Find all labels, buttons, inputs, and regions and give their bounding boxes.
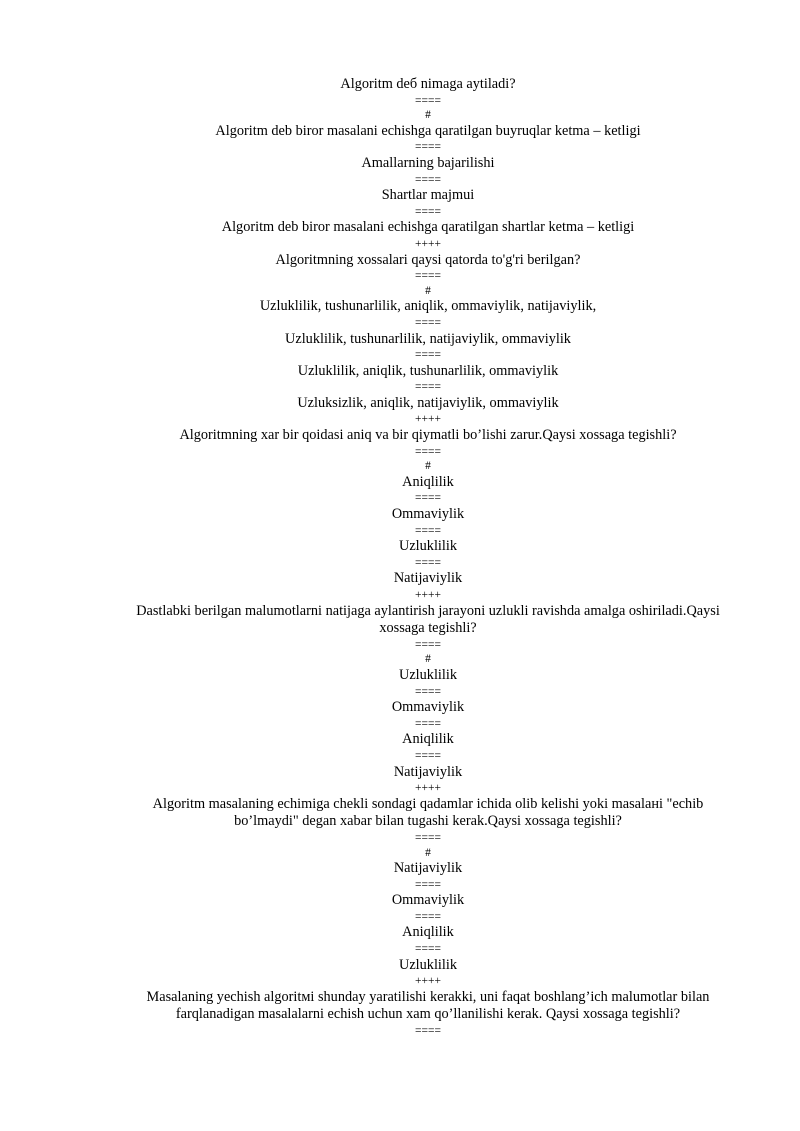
document-text-line: Masalaning yechish algoritмi shunday yaratilishi kerakki, uni faqat boshlang’ich malumotlar bilan (146, 988, 710, 1005)
document-text-line: Algoritmning xar bir qoidasi aniq va bir qiymatli bo’lishi zarur.Qaysi xossaga tegishli? (179, 427, 677, 444)
document-text-line: Ommaviylik (391, 892, 465, 909)
option-separator: ==== (415, 749, 441, 762)
option-separator: ==== (415, 270, 441, 283)
question-separator: ++++ (415, 975, 441, 988)
document-text-line: Natijaviylik (393, 570, 463, 587)
option-separator: ==== (415, 381, 441, 394)
question-separator: ++++ (415, 589, 441, 601)
answer-marker: # (425, 284, 431, 297)
document-text-line: Ommaviylik (391, 506, 465, 523)
document-text-line: Uzluklilik, aniqlik, tushunarlilik, ommaviylik (297, 362, 559, 379)
document-text-line: Uzluklilik (399, 666, 457, 683)
option-separator: ==== (415, 349, 441, 362)
option-separator: ==== (415, 524, 441, 537)
document-text-line: Algoritm deb biror masalani echishga qaratilgan buyruqlar ketma – ketligi (215, 122, 641, 139)
document-text-line: xossaga tegishli? (379, 620, 477, 637)
document-text-line: Uzluklilik (399, 956, 457, 973)
document-body (120, 76, 736, 1039)
document-text-line: Natijaviylik (393, 763, 463, 780)
answer-marker: # (425, 460, 431, 473)
document-text-line: Aniqlilik (402, 924, 454, 941)
document-text-line: Uzluksizlik, aniqlik, natijaviylik, ommaviylik (297, 394, 559, 411)
document-text-line: farqlanadigan masalalarni echish uchun xam qo’llanilishi kerak. Qaysi xossaga tegishli? (175, 1006, 681, 1023)
option-separator: ==== (415, 943, 441, 956)
question-separator: ++++ (415, 237, 441, 250)
option-separator: ==== (415, 316, 441, 329)
document-text-line: Dastlabki berilgan malumotlarni natijaga aylantirish jarayoni uzlukli ravishda amalga oshiriladi.Qaysi (136, 602, 720, 619)
answer-marker: # (425, 653, 431, 666)
option-separator: ==== (415, 556, 441, 569)
document-text-line: Natijaviylik (393, 860, 463, 877)
option-separator: ==== (415, 910, 441, 923)
option-separator: ==== (415, 205, 441, 218)
option-separator: ==== (415, 492, 441, 505)
document-text-line: Algoritm deb biror masalani echishga qaratilgan shartlar ketma – ketligi (221, 219, 635, 236)
option-separator: ==== (415, 141, 441, 154)
option-separator: ==== (415, 445, 441, 458)
question-separator: ++++ (415, 413, 441, 426)
option-separator: ==== (415, 94, 441, 107)
answer-marker: # (425, 846, 431, 859)
document-text-line: Ommaviylik (391, 699, 465, 716)
document-text-line: Uzluklilik, tushunarlilik, aniqlik, ommaviylik, natijaviylik, (259, 298, 597, 315)
document-text-line: Algoritmning xossalari qaysi qatorda to'g'ri berilgan? (275, 251, 581, 268)
document-text-line: Uzluklilik (399, 538, 457, 555)
document-text-line: Aniqlilik (402, 731, 454, 748)
document-text-line: Algoritm masalaning echimiga chekli sondagi qadamlar ichida olib kelishi yoki masalaнi "echib (152, 795, 704, 812)
option-separator: ==== (415, 1025, 441, 1038)
document-text-line: Shartlar majmui (381, 187, 475, 204)
option-separator: ==== (415, 717, 441, 730)
document-text-line: Aniqlilik (402, 473, 454, 490)
option-separator: ==== (415, 685, 441, 698)
option-separator: ==== (415, 878, 441, 891)
option-separator: ==== (415, 638, 441, 651)
option-separator: ==== (415, 831, 441, 844)
option-separator: ==== (415, 173, 441, 186)
document-text-line: Algoritm deб nimaga aytiladi? (340, 76, 516, 92)
question-separator: ++++ (415, 782, 441, 795)
document-text-line: Amallarning bajarilishi (361, 154, 495, 171)
document-text-line: Uzluklilik, tushunarlilik, natijaviylik, ommaviylik (285, 330, 571, 347)
document-text-line: bo’lmaydi" degan xabar bilan tugashi kerak.Qaysi xossaga tegishli? (234, 813, 622, 830)
answer-marker: # (425, 109, 431, 122)
